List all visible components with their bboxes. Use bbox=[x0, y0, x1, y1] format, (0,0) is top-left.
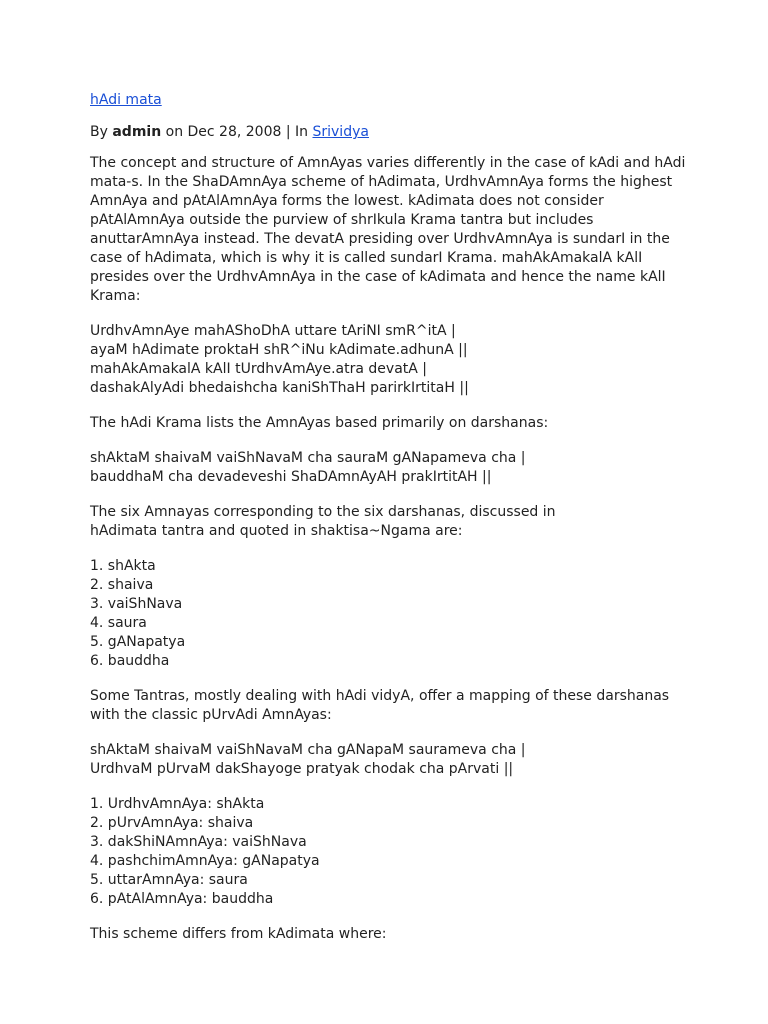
verse-line: bauddhaM cha devadeveshi ShaDAmnAyAH prakIrtitAH || bbox=[90, 469, 492, 485]
list-item: 4. pashchimAmnAya: gANapatya bbox=[90, 853, 320, 869]
verse-block-2 bbox=[90, 449, 690, 487]
paragraph-intro: The concept and structure of AmnAyas varies differently in the case of kAdi and hAdi mata-s. In the ShaDAmnAya scheme of hAdimata, UrdhvAmnAya forms the highest AmnAya and pAtAlAmnAya forms the lowest. kAdimata does not consider pAtAlAmnAya outside the purview of shrIkula Krama tantra but includes anuttarAmnAya instead. The devatA presiding over UrdhvAmnAya is sundarI in the case of hAdimata, which is why it is called sundarI Krama. mahAkAmakalA kAlI presides over the UrdhvAmnAya in the case of kAdimata and hence the name kAlI Krama: bbox=[90, 155, 686, 304]
author-name: admin bbox=[112, 124, 162, 140]
article bbox=[90, 90, 690, 960]
paragraph-scheme-differs: This scheme differs from kAdimata where: bbox=[90, 926, 387, 942]
list-item: 3. vaiShNava bbox=[90, 596, 183, 612]
list-item: 6. pAtAlAmnAya: bauddha bbox=[90, 891, 274, 907]
list-item: 4. saura bbox=[90, 615, 147, 631]
darshana-list bbox=[90, 557, 690, 671]
verse-line: UrdhvAmnAye mahAShoDhA uttare tAriNI smR^itA | bbox=[90, 323, 456, 339]
post-date: on Dec 28, 2008 | In bbox=[165, 124, 309, 140]
list-item: 1. shAkta bbox=[90, 558, 156, 574]
paragraph-darshanas: The hAdi Krama lists the AmnAyas based primarily on darshanas: bbox=[90, 415, 549, 431]
verse-line: dashakAlyAdi bhedaishcha kaniShThaH parirkIrtitaH || bbox=[90, 380, 469, 396]
list-item: 2. shaiva bbox=[90, 577, 154, 593]
verse-line: shAktaM shaivaM vaiShNavaM cha sauraM gANapameva cha | bbox=[90, 450, 526, 466]
post-title-link[interactable]: hAdi mata bbox=[90, 92, 162, 108]
category-link[interactable]: Srividya bbox=[312, 124, 369, 140]
amnaya-mapping-list bbox=[90, 795, 690, 909]
verse-line: shAktaM shaivaM vaiShNavaM cha gANapaM saurameva cha | bbox=[90, 742, 526, 758]
list-item: 5. gANapatya bbox=[90, 634, 186, 650]
list-item: 2. pUrvAmnAya: shaiva bbox=[90, 815, 254, 831]
paragraph-line: hAdimata tantra and quoted in shaktisa~Ngama are: bbox=[90, 523, 463, 539]
verse-block-1 bbox=[90, 322, 690, 398]
list-item: 3. dakShiNAmnAya: vaiShNava bbox=[90, 834, 307, 850]
by-prefix: By bbox=[90, 124, 108, 140]
list-item: 1. UrdhvAmnAya: shAkta bbox=[90, 796, 265, 812]
verse-block-3 bbox=[90, 741, 690, 779]
list-item: 5. uttarAmnAya: saura bbox=[90, 872, 248, 888]
verse-line: ayaM hAdimate proktaH shR^iNu kAdimate.adhunA || bbox=[90, 342, 468, 358]
list-item: 6. bauddha bbox=[90, 653, 170, 669]
verse-line: UrdhvaM pUrvaM dakShayoge pratyak chodak cha pArvati || bbox=[90, 761, 514, 777]
paragraph-six-amnayas bbox=[90, 503, 690, 541]
paragraph-mapping: Some Tantras, mostly dealing with hAdi vidyA, offer a mapping of these darshanas with the classic pUrvAdi AmnAyas: bbox=[90, 688, 670, 723]
post-meta bbox=[90, 122, 690, 142]
verse-line: mahAkAmakalA kAlI tUrdhvAmAye.atra devatA | bbox=[90, 361, 428, 377]
paragraph-line: The six Amnayas corresponding to the six darshanas, discussed in bbox=[90, 504, 556, 520]
